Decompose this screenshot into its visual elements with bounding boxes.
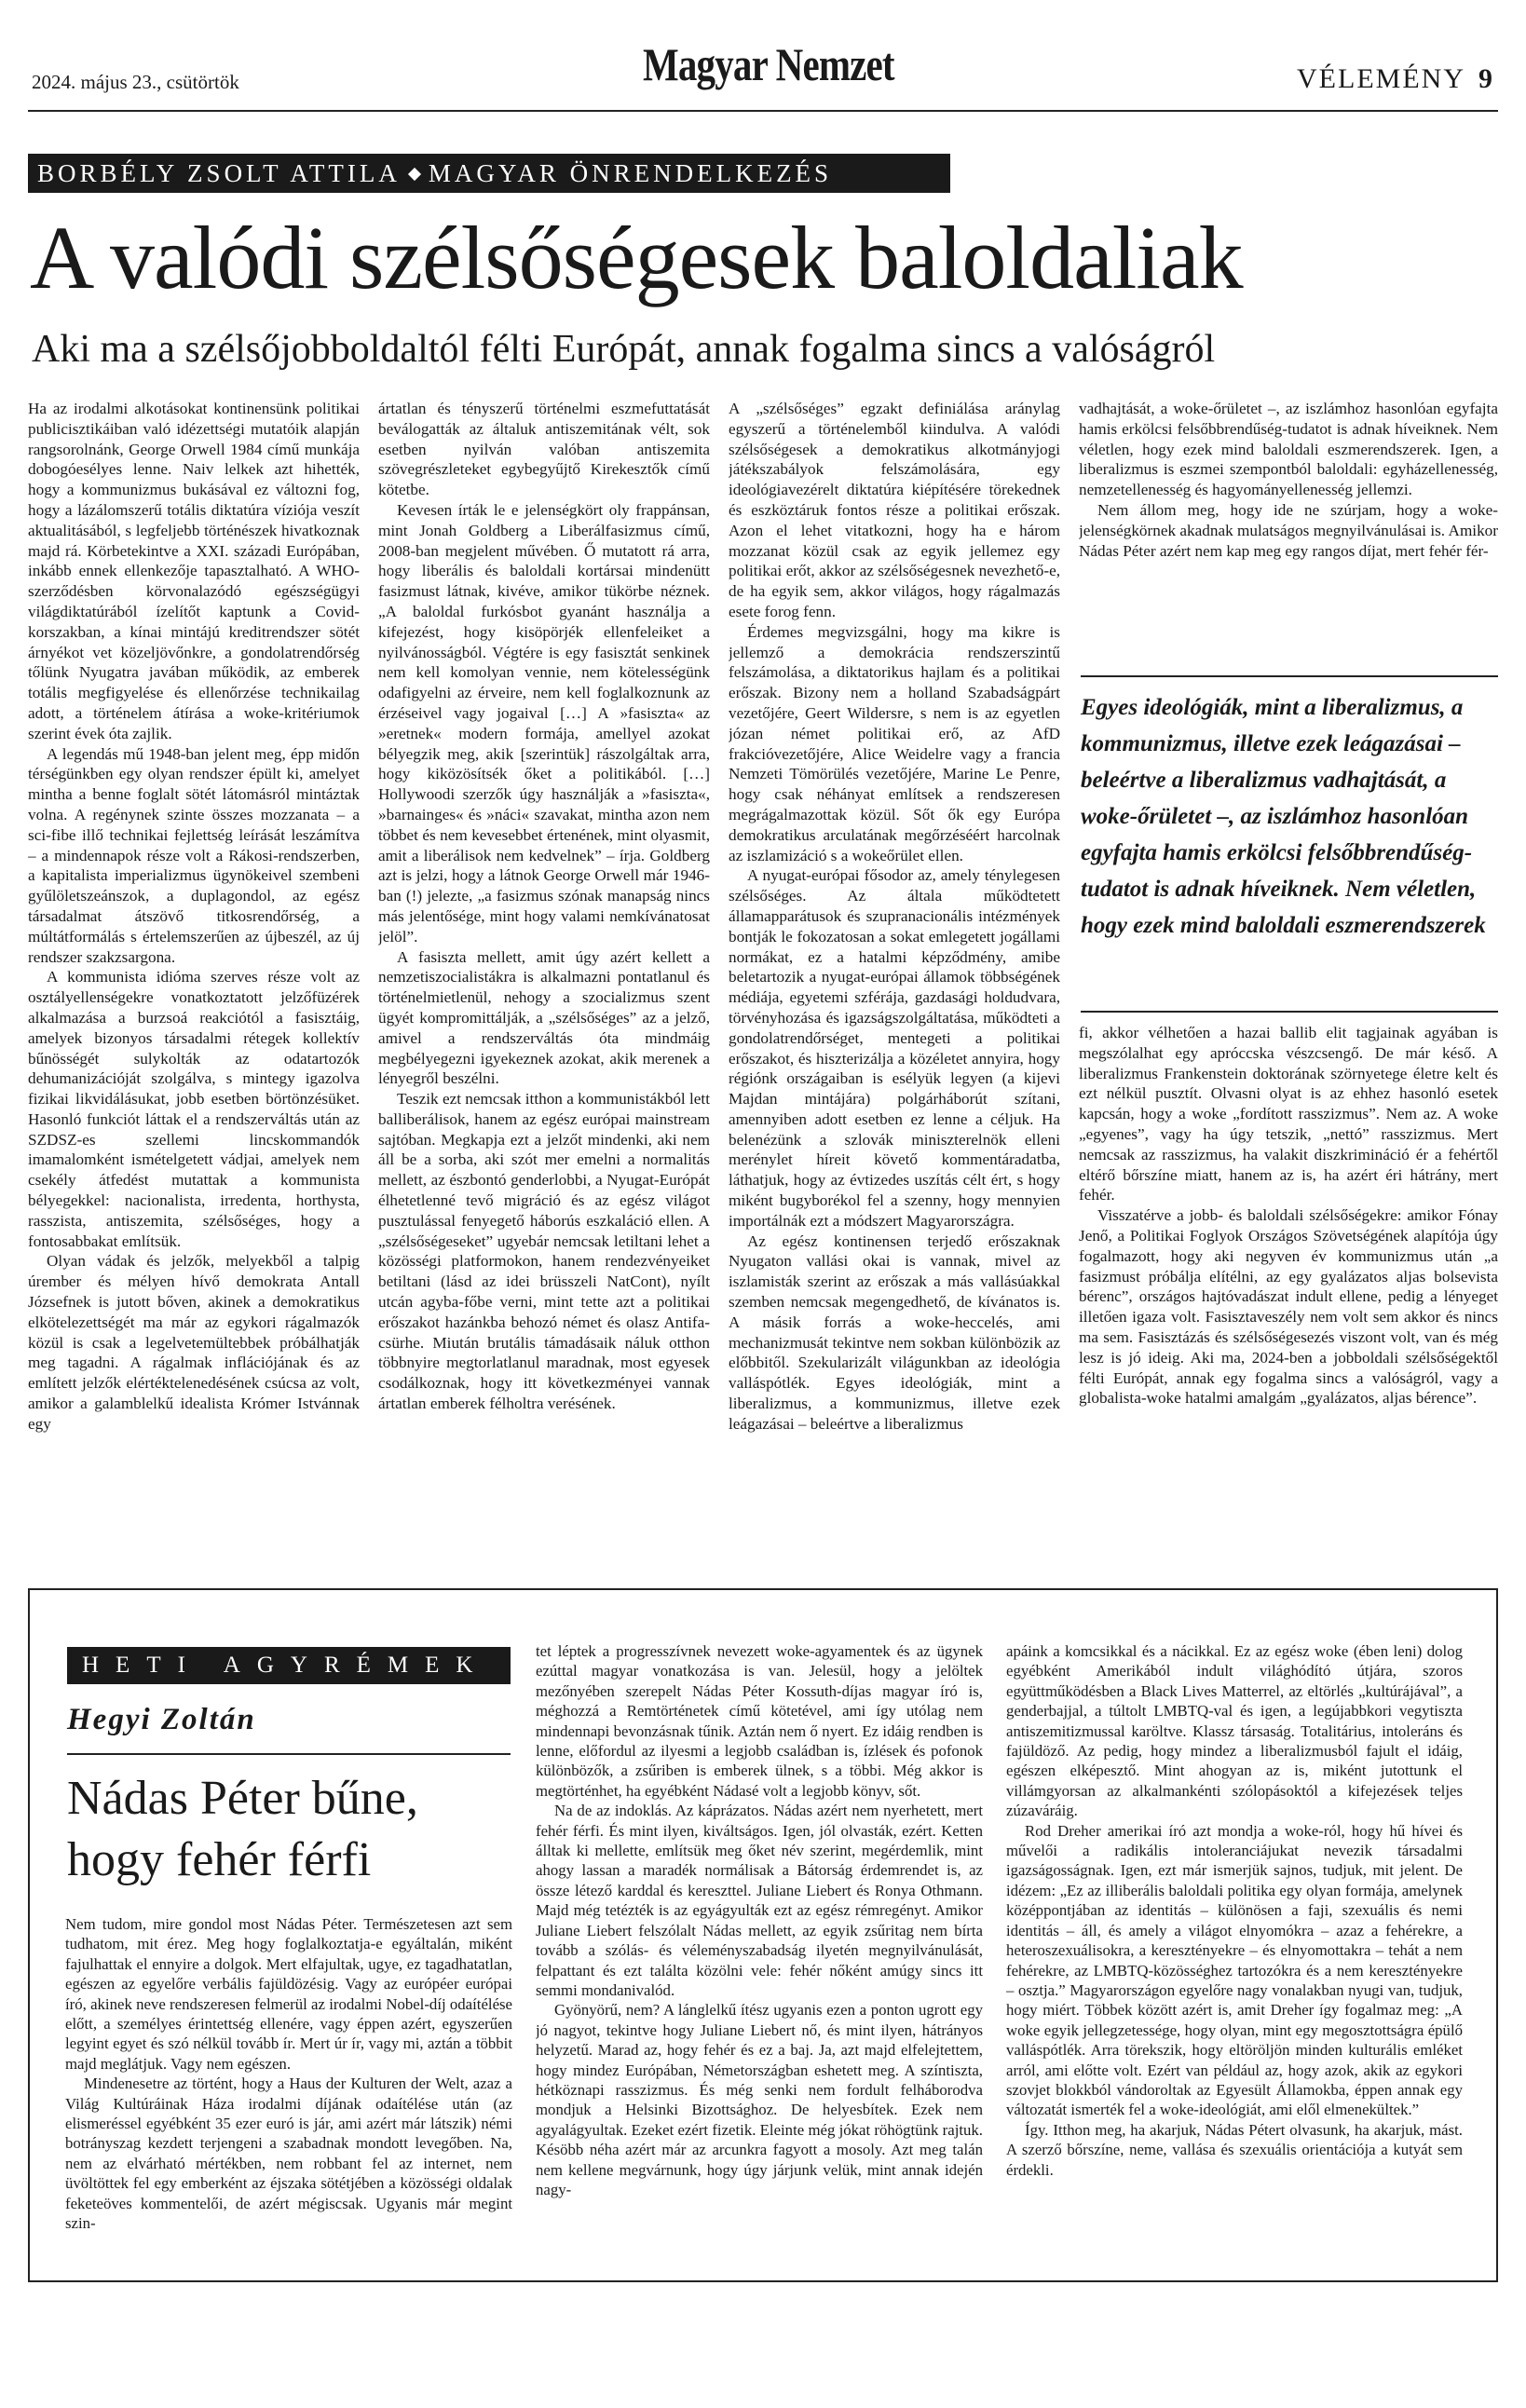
pullquote-rule-top [1081, 675, 1498, 677]
paragraph: Rod Dreher amerikai író azt mondja a woke-ról, hogy hű hívei és művelői a radikális intoleranciájukat nevezik társadalmi igazságosságnak. Igen, ezt már ismerjük sajnos, tudjuk, mit jelent. De idézem: „Ez az illiberális baloldali politika egy olyan formája, amelynek középpontjában az identitás – különösen a faji, szexuális és nemi identitás – áll, és amely a világot elnyomókra – azaz a fehérekre, a heteroszexuálisokra, a keresztényekre – és elnyomottakra – tehát a nem fehérekre, az LMBTQ-közösséghez tartozókra és a nem keresztényekre – osztja.” Magyarországon egyelőre nagy vonalakban nyugi van, tudjuk, hogy miért. Többek között azért is, amit Dreher így fogalmaz meg: „A woke egyik jellegzetessége, hogy olyan, mint egy megosztottságra épülő valláspótlék. Arra törekszik, hogy eltöröljön minden kulturális emléket arról, ami előtte volt. Ezért van például az, hogy azok, akik az egykori szovjet blokkból vándoroltak az Egyesült Államokba, éppen annak egy változatát ismerték fel a woke-ideológiát, ami elől elmenekültek.” [1006, 1821, 1463, 2119]
article-column-4-bottom [1079, 1023, 1498, 1563]
paragraph: A nyugat-európai fősodor az, amely ténylegesen szélsőséges. Az általa működtetett államapparátusok és szupranacionális intézmények bontják le fokozatosan a sokat emlegetett jogállami normákat, ez a hatalmi képződmény, amibe beletartozik a nyugat-európai államok többségének médiája, egyetemi szférája, gazdasági holdudvara, törvényhozása és igazságszolgáltatása, működteti a gondolatrendőrséget, mentegeti a politikai erőszakot, és hiszterizálja a közéletet annyira, hogy régiónk országaiban is esélyük legyen (a kijevi Majdan mintájára) polgárháborút szítani, amennyiben adott esetben ez lenne a céljuk. Ha belenézünk a szlovák miniszterelnök elleni merénylet híreit követő kommentáradatba, láthatjuk, hogy az évtizedes uszítás célt ért, s hogy miként bugyborékol fel a szenny, hogy mennyien importálnák ezt a módszert Magyarországra. [729, 866, 1060, 1230]
article-column-3 [729, 399, 1060, 1563]
column-author: Hegyi Zoltán [67, 1703, 256, 1736]
article-subheadline: Aki ma a szélsőjobboldaltól félti Európát, annak fogalma sincs a valóságról [32, 328, 1216, 371]
article-column-1 [28, 399, 360, 1563]
paragraph: apáink a komcsikkal és a nácikkal. Ez az egész woke (ében leni) dolog egyébként Amerikából indult világhódító útjára, szoros együttműködésben a Black Lives Matterrel, az eltörlés „kultúrájával”, a genderbajjal, a túltolt LMBTQ-val és igen, a legújabbkori vegytiszta antiszemitizmussal karöltve. Klassz társaság. Totalitárius, intoleráns és fajüldöző. Az pedig, hogy mindez a liberalizmusból fajult el idáig, egészen elképesztő. Mint ahogyan az is, miként jutottunk el villámgyorsan az alkalmankénti szólopásoktól a kifejezések teljes zúzaváráig. [1006, 1642, 1463, 1820]
paragraph: Nem állom meg, hogy ide ne szúrjam, hogy a woke-jelenségkörnek akadnak mulatságos megnyilvánulásai is. Amikor Nádas Péter azért nem kap meg egy rangos díjat, mert fehér fér- [1079, 500, 1498, 560]
paragraph: Kevesen írták le e jelenségkört oly frappánsan, mint Jonah Goldberg a Liberálfasizmus című, 2008-ban megjelent művében. Ő mutatott rá arra, hogy liberális és baloldali kortársai mindenütt fasizmust látnak, kivéve, amikor tükörbe néznek. „A baloldal furkósbot gyanánt használja a kifejezést, hogy kisöpörjék ellenfeleiket a nyilvánosságból. Végtére is egy fasisztát senkinek nem kell komolyan vennie, nem kötelességünk odafigyelni az érveire, nem kell foglalkoznunk az érzéseivel vagy jogaival […] A »fasiszta« az »eretnek« modern formája, amellyel azokat bélyegzik meg, akik [szerintük] rászolgáltak arra, hogy kiközösítsék őket a politikából. […] Hollywoodi szerzők úgy használják a »fasiszta«, »barnainges« és »náci« szavakat, mintha azon nem többet és nem kevesebbet értenének, mint olyasmit, amit a liberálisok nem kedvelnek” – írja. Goldberg azt is jelzi, hogy a látnok George Orwell már 1946-ban (!) jelezte, „a fasizmus szónak manapság nincs más jelentősége, mint hogy valami nemkívánatosat jelöl”. [378, 500, 710, 946]
pullquote-rule-bottom [1081, 1011, 1498, 1013]
column-box-column-1 [65, 1914, 512, 2268]
pullquote: Egyes ideológiák, mint a liberalizmus, a kommunizmus, illetve ezek leágazásai – beleértve a liberalizmus vadhajtását, a woke-őrületet –, az iszlámhoz hasonlóan egyfajta hamis erkölcsi felsőbbrendűség-tudatot is adnak híveiknek. Nem véletlen, hogy ezek mind baloldali eszmerendszerek [1081, 695, 1486, 938]
paragraph: Gyönyörű, nem? A lánglelkű ítész ugyanis ezen a ponton ugrott egy jó nagyot, tekintve hogy Juliane Liebert nő, és mint ilyen, hátrányos helyzetű. Marad az, hogy fehér és ez a baj. Ja, azt majd elfelejtettem, hogy mindez Európában, Németországban eshetett meg. A színtiszta, hétköznapi rasszizmus. És még senki nem fordult felháborodva mondjuk a Helsinki Bizottsághoz. De helyesbítek. Ezek nem agyalágyultak. Ezeket ezért fizetik. Eleinte még jókat röhögtünk rajtuk. Késöbb néha azért már az arcunkra fagyott a mosoly. Azt meg talán nem kellene megvárnunk, hogy úgy járjunk velük, mint annak idején nagy- [536, 2001, 983, 2198]
paragraph: ártatlan és tényszerű történelmi eszmefuttatását beválogatták az általuk antiszemitának vélt, sok esetben nyilván valóban antiszemita szövegrészleteket egybegyűjtő Kirekesztők című kötetbe. [378, 400, 710, 499]
paragraph: Így. Itthon meg, ha akarjuk, Nádas Pétert olvasunk, ha akarjuk, mást. A szerző bőrszíne, neme, vallása és szexuális orientációja a kutyát sem érdekli. [1006, 2120, 1463, 2179]
byline-bar [28, 154, 950, 193]
paragraph: A legendás mű 1948-ban jelent meg, épp midőn térségünkben egy olyan rendszer épült ki, amelyet mintha a benne foglalt sötét látomásról mintáztak volna. A regénynek szinte összes mozzanata – a sci-fibe illő technikai fejlettség leírását leszámítva – a mindennapok része volt a Rákosi-rendszerben, a kapitalista imperializmus ügynökeivel szembeni gyűlöletszeánszok, a duplagondol, az egész társadalmat átszövő titkosrendőrség, a múltátformálás s értelemszerűen az újbeszél, az új rendszer szakzsargona. [28, 744, 360, 966]
diamond-icon [408, 168, 421, 181]
masthead-rule [28, 110, 1498, 112]
paragraph: Na de az indoklás. Az káprázatos. Nádas azért nem nyerhetett, mert fehér férfi. És mint ilyen, kiváltságos. Igen, jól olvasták, ezért. Ketten álltak ki mellette, említsük meg őket név szerint, megérdemlik, mint ahogy lassan a maradék normálisak a Bátorság érdemrendet is, az össze létező karddal és kereszttel. Juliane Liebert és Ronya Othmann. Majd még tetézték is az egyágyulták ezt az egész rémregényt. Amikor Juliane Liebert felszólalt Nádas mellett, az egyik zsűritag nem bírta tovább a szólás- és véleményszabadság ilyetén megnyilvánulását, felpattant és ezt találta közölni vele: fehér nőként amúgy sincs itt semmi mondanivalód. [536, 1802, 983, 1999]
column-box-column-3 [1006, 1641, 1463, 2265]
column-label: HETI AGYRÉMEK [67, 1647, 511, 1684]
paragraph: Teszik ezt nemcsak itthon a kommunistákból lett balliberálisok, hanem az egész európai mainstream sajtóban. Megkapja ezt a jelzőt mindenki, aki nem áll be a sorba, aki szót mer emelni a normalitás mellett, az észbontó genderlobbi, a Nyugat-Európát élhetetlenné tevő migráció és az egész világot pusztulással fenyegető háborús eszkaláció ellen. A „szélsőségeseket” ugyebár nemcsak letiltani lehet a közösségi platformokon, hanem rendezvényeiket betiltani (lásd az idei brüsszeli NatCont), nyílt utcán agyba-főbe verni, mint tette azt a politikai erőszakot hazánkba behozó német és olasz Antifa-csürhe. Miután brutális támadásaik náluk otthon többnyire megtorlatlanul maradnak, most egyesek csodálkoznak, hogy itt következményei vannak ártatlan emberek félholtra verésének. [378, 1090, 710, 1413]
paragraph: Nem tudom, mire gondol most Nádas Péter. Természetesen azt sem tudhatom, mit érez. Meg hogy foglalkoztatja-e egyáltalán, miként fajulhattak el ennyire a dolgok. Mert elfajultak, ugye, ez tagadhatatlan, egészen az egyelőre verbális fajüldözésig. Vagy az európéer európai író, akinek neve rendszeresen felmerül az irodalmi Nobel-díj odaítélése előtt, a személyes érintettség ellenére, vagy éppen azért, egyszerűen legyint egyet és szó nélkül tovább ír. Mert úr ír, vagy mi, aztán a többit majd meglátjuk. Vagy nem egészen. [65, 1915, 512, 2073]
paragraph: tet léptek a progresszívnek nevezett woke-agyamentek és az ügynek ezúttal magyar vonatkozása is van. Jelesül, hogy a jelöltek mezőnyében szerepelt Nádas Péter Kossuth-díjas magyar író is, méghozzá a Remtörténetek című kötetével, ami így utólag nem mindennapi bevonzásnak tűnik. Aztán nem ő nyert. Ez idáig rendben is lenne, előfordul az ilyesmi a legjobb családban is, ízlések és pofonok különbözők, a zsűriben is emberek ülnek, s a többi. Még akkor is megtörténhet, ha egyébként Nádasé volt a legjobb könyv, sőt. [536, 1642, 983, 1800]
issue-date: 2024. május 23., csütörtök [32, 71, 239, 93]
paragraph: Mindenesetre az történt, hogy a Haus der Kulturen der Welt, azaz a Világ Kultúráinak Háza irodalmi díjának odaítélése után (az elismeréssel egyébként 35 ezer euró is jár, ami azért már látszik) némi botrányszag kezdett terjengeni a szabadnak mondott levegőben. Na, nem az elvárható mértékben, nem robbant fel az internet, nem üvöltöttek fel egy emberként az éjszaka sötétjében a közösségi oldalak feketeöves kommentelői, de azért mégiscsak. Ugyanis már megint szin- [65, 2075, 512, 2233]
paragraph: Érdemes megvizsgálni, hogy ma kikre is jellemző a demokrácia rendszerszintű felszámolása, a diktatorikus hajlam és a politikai erőszak. Bizony nem a holland Szabadságpárt vezetőjére, Geert Wildersre, s nem is az egyetlen józan német politikai erő, az AfD frakcióvezetőjére, Alice Weidelre vagy a francia Nemzeti Tömörülés vezetőjére, Marine Le Penre, hogy csak néhányat említsek a rendszeresen megrágalmazottak közül. Sőt ők egy Európa demokratikus arculatának megőrzéséért harcolnak az iszlamizáció s a wokeőrület ellen. [729, 622, 1060, 864]
paragraph: vadhajtását, a woke-őrületet –, az iszlámhoz hasonlóan egyfajta hamis erkölcsi felsőbbrendűség-tudatot is adnak híveiknek. Nem véletlen, hogy ezek mind baloldali eszmerendszerek. Igen, a liberalizmus is eszmei szempontból baloldali: egyházellenesség, nemzetellenesség és hagyományellenesség jellemzi. [1079, 400, 1498, 499]
author-rule [67, 1753, 511, 1755]
column-box-column-2 [536, 1641, 983, 2265]
article-column-4-top [1079, 399, 1498, 669]
article-column-2 [378, 399, 710, 1563]
paragraph: Ha az irodalmi alkotásokat kontinensünk politikai publicisztikáiban való idézettségi mutatóik alapján rangsorolnánk, George Orwell 1984 című munkája dobogóesélyes lenne. Naiv lelkek azt hihették, hogy a kommunizmus bukásával ez változni fog, hogy a lázálomszerű totális diktatúra víziója veszít aktualitásából, s legfeljebb történészek hivatkoznak majd rá. Körbetekintve a XXI. századi Európában, inkább ennek ellenkezője tapasztalható. A WHO-szerződésben körvonalazódó egészségügyi világdiktatúrából ízelítőt kaptunk a Covid-korszakban, a kínai mintájú kreditrendszer sötét árnyékot vet közeljövőnkre, a gondolatrendőrség tőlünk Nyugatra javában működik, az emberek totális megfigyelése és ellenőrzése technikailag adott, a történelem átírása a woke-kritériumok szerint évek óta zajlik. [28, 400, 360, 742]
section-name: VÉLEMÉNY [1297, 63, 1465, 94]
paragraph: fi, akkor vélhetően a hazai ballib elit tagjainak agyában is megszólalhat egy apróccska vészcsengő. De már késő. A liberalizmus Frankenstein doktorának szörnyetege életre kelt és ezt nélkül pusztít. Olvasni olyat is az ehhez hasonló esetek kapcsán, hogy a woke „fordított rasszizmus”. Nem az. A woke „egyenes”, vagy ha úgy tetszik, „nettó” rasszizmus. Mert nemcsak az rasszizmus, ha valakit diszkrimináció ér a fehértől eltérő bőrszíne miatt, hanem az is, ha azért éri hátrány, mert fehér. [1079, 1024, 1498, 1204]
article-headline: A valódi szélsőségesek baloldaliak [30, 208, 1243, 307]
article-author: BORBÉLY ZSOLT ATTILA [37, 159, 401, 187]
column-title: Nádas Péter bűne, hogy fehér férfi [67, 1772, 418, 1886]
paragraph: Visszatérve a jobb- és baloldali szélsőségekre: amikor Fónay Jenő, a Politikai Foglyok Országos Szövetségének alapítója úgy fogalmazott, hogy aki negyven év kommunizmus után „a fasizmust próbálja elítélni, az egy gyalázatos aljas bolsevista bérenc”, országos hajtóvadászat indult ellene, pedig a lényeget illetően igaza volt. Fasisztaveszély nem volt sem akkor és nincs ma sem. Fasisztázás és szélsőségesezés viszont volt, van és még lesz is jó ideig. Aki ma, 2024-ben a jobboldali szélsőségektől félti Európát, annak egy fogalma sincs a valóságról, vagy a globalista-woke hatalmi amalgám „gyalázatos, aljas bérence”. [1079, 1206, 1498, 1408]
paragraph: Olyan vádak és jelzők, melyekből a talpig úrember és mélyen hívő demokrata Antall Józsefnek is jutott bőven, akinek a demokratikus elkötelezettségét ma már az egykori rágalmazók közül is csak a legelvetemültebbek próbálhatják meg tagadni. A rágalmak inflációjának és az említett jelzők elértéktelenedésének csúcsa az volt, amikor a galamblelkű idealista Krómer Istvánnak egy [28, 1252, 360, 1433]
paragraph: A kommunista idióma szerves része volt az osztályellenségekre vonatkoztatott jelzőfüzérek alkalmazása a burzsoá reakciótól a fasisztáig, amelyek bizonyos társadalmi rétegek kollektív bűnösségét sulykolták az odatartozók dehumanizációját szolgálva, s mintegy igazolva fizikai likvidálásukat, jobb esetben börtönzésüket. Hasonló funkciót láttak el a rendszerváltás után az SZDSZ-es szellemi lincskommandók imamalomként ismételgetett vádjai, amelyek nem csekély átfedést mutattak a kommunista bélyegekkel: nacionalista, irredenta, horthysta, rasszista, antiszemita, szélsőséges, hogy a fontosabbakat említsük. [28, 968, 360, 1250]
page-number: 9 [1478, 63, 1494, 94]
newspaper-logo: Magyar Nemzet [643, 38, 894, 90]
paragraph: A fasiszta mellett, amit úgy azért kellett a nemzetiszocialistákra is alkalmazni pontatlanul és történelmietlenül, nehogy a szocializmus szent ügyét kompromittálják, a „szélsőséges” az a jelző, amivel a rendszerváltás óta mindmáig megbélyegezni igyekeznek azokat, akik merenek a lényegről beszélni. [378, 947, 710, 1088]
article-rubric: MAGYAR ÖNRENDELKEZÉS [428, 159, 833, 187]
paragraph: A „szélsőséges” egzakt definiálása aránylag egyszerű a történelemből kiindulva. A valódi szélsőségesek a demokratikus alkotmányjogi játékszabályok felszámolására, egy ideológiavezérelt diktatúra kiépítésére törekednek és eszköztáruk fontos része a politikai erőszak. Azon el lehet vitatkozni, hogy ha e három mozzanat közül csak az egyik jellemez egy politikai erőt, akkor az szélsőségesnek nevezhető-e, de ha egyik sem, akkor világos, hogy rágalmazás esete forog fenn. [729, 400, 1060, 620]
paragraph: Az egész kontinensen terjedő erőszaknak Nyugaton vallási okai is vannak, mivel az iszlamisták szerint az erőszak a más vallásúakkal szemben nemcsak megengedhető, de kívánatos is. A másik forrás a woke-heccelés, ami mechanizmusát tekintve nem sokban különbözik az előbbitől. Szekularizált világunkban az ideológia valláspótlék. Egyes ideológiák, mint a liberalizmus, a kommunizmus, illetve ezek leágazásai – beleértve a liberalizmus [729, 1231, 1060, 1433]
section-header [1297, 63, 1494, 95]
